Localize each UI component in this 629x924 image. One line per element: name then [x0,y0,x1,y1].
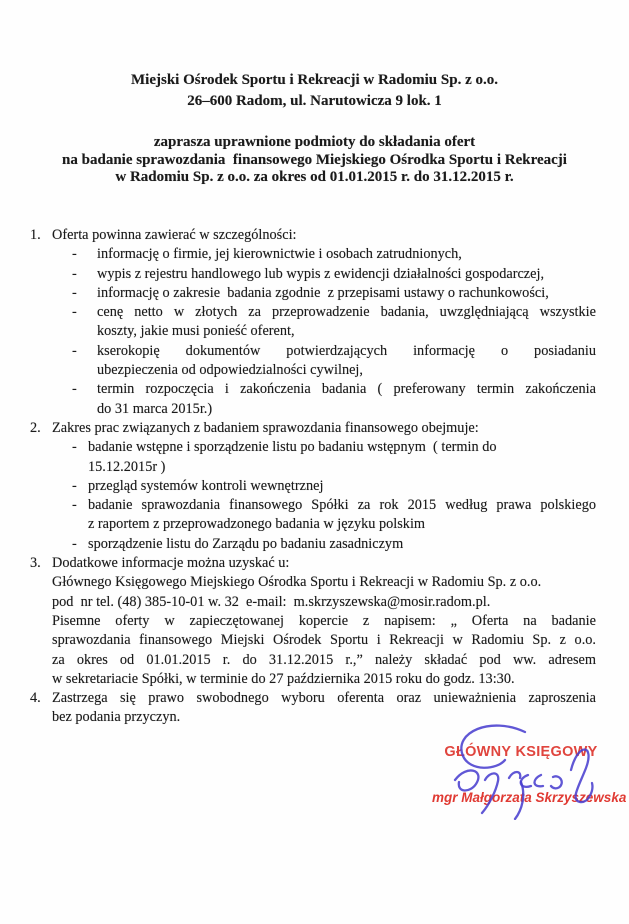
bullet-row [52,245,596,264]
list-item-1-number: 1. [30,227,41,243]
list-item-2-number: 2. [30,419,41,436]
bullet-text: 15.12.2015r ) [88,458,166,475]
bullet-row [52,342,596,381]
bullet-text: przegląd systemów kontroli wewnętrznej [88,477,324,494]
bullet-row [52,284,596,303]
stamp-name: mgr Małgorzata Skrzyszewska [432,790,627,805]
bullet-text: cenę netto w złotych za przeprowadzenie badania, uwzględniającą wszystkie [97,304,596,321]
paragraph-line: w sekretariacie Spółki, w terminie do 27 października 2015 roku do godz. 13:30. [52,670,515,687]
org-header [0,70,629,112]
list-item-1 [30,226,596,419]
list-item-4 [30,689,596,728]
bullet-dash: - [72,246,77,263]
list-item-2-lead: Zakres prac związanych z badaniem sprawozdania finansowego obejmuje: [52,419,479,436]
bullet-text: z raportem z przeprowadzonego badania w języku polskim [88,516,426,533]
paragraph-line: za okres od 01.01.2015 r. do 31.12.2015 r.,” należy składać pod ww. adresem [52,651,596,668]
bullet-dash: - [72,304,77,321]
bullet-row [52,380,596,419]
bullet-text: kserokopię dokumentów potwierdzających informację o posiadaniu [97,342,596,359]
invitation-line-1: zaprasza uprawnione podmioty do składania ofert [153,134,476,150]
accountant-stamp [432,744,627,805]
bullet-text: badanie wstępne i sporządzenie listu po badaniu wstępnym ( termin do [88,439,497,456]
bullet-dash: - [72,284,77,301]
bullet-row [52,303,596,342]
bullet-dash: - [72,477,77,494]
invitation-title [0,134,629,187]
invitation-line-2: na badanie sprawozdania finansowego Miejskiego Ośrodka Sportu i Rekreacji [62,151,567,168]
stamp-title: GŁÓWNY KSIĘGOWY [444,744,598,760]
bullet-dash: - [72,265,77,282]
paragraph-line: Pisemne oferty w zapieczętowanej kopercie z napisem: „ Oferta na badanie [52,612,596,629]
paragraph-line: sprawozdania finansowego Miejski Ośrodek Sportu i Rekreacji w Radomiu Sp. z o.o. [52,632,596,649]
list-item-3 [30,554,596,689]
paragraph-line: Głównego Księgowego Miejskiego Ośrodka Sportu i Rekreacji w Radomiu Sp. z o.o. [52,574,542,591]
paragraph-line: pod nr tel. (48) 385-10-01 w. 32 e-mail: m.skrzyszewska@mosir.radom.pl. [52,593,491,610]
list-item-3-lead-row [30,554,596,573]
bullet-row [52,535,596,554]
bullet-text: informację o zakresie badania zgodnie z przepisami ustawy o rachunkowości, [97,284,549,301]
bullet-dash: - [72,342,77,359]
org-address: 26–600 Radom, ul. Narutowicza 9 lok. 1 [187,93,442,109]
list-item-1-content [52,245,596,419]
list-item-3-content [52,573,596,689]
document-body [30,226,596,728]
bullet-text: termin rozpoczęcia i zakończenia badania ( preferowany termin zakończenia [97,381,596,398]
bullet-row [52,496,596,535]
bullet-text: informację o firmie, jej kierownictwie i osobach zatrudnionych, [97,246,462,263]
bullet-dash: - [72,439,77,456]
bullet-text: ubezpieczenia od odpowiedzialności cywilnej, [97,362,363,379]
org-name: Miejski Ośrodek Sportu i Rekreacji w Radomiu Sp. z o.o. [131,72,498,88]
bullet-row [52,265,596,284]
list-item-4-number: 4. [30,690,41,707]
bullet-text: wypis z rejestru handlowego lub wypis z ewidencji działalności gospodarczej, [97,265,545,282]
list-item-2 [30,419,596,554]
bullet-dash: - [72,381,77,398]
bullet-dash: - [72,497,77,514]
list-item-3-lead: Dodatkowe informacje można uzyskać u: [52,555,290,572]
list-item-4-line-1: Zastrzega się prawo swobodnego wyboru oferenta oraz unieważnienia zaproszenia [52,690,596,707]
list-item-1-lead: Oferta powinna zawierać w szczególności: [52,227,297,243]
list-item-4-line-2: bez podania przyczyn. [52,709,181,726]
list-item-3-number: 3. [30,555,41,572]
list-item-2-content [52,438,596,554]
bullet-text: koszty, jakie musi ponieść oferent, [97,323,295,340]
bullet-text: sporządzenie listu do Zarządu po badaniu zasadniczym [88,535,404,552]
list-item-4-content [52,708,596,727]
bullet-text: do 31 marca 2015r.) [97,400,213,417]
bullet-row [52,477,596,496]
bullet-row [52,438,596,477]
invitation-line-3: w Radomiu Sp. z o.o. za okres od 01.01.2015 r. do 31.12.2015 r. [115,169,514,186]
bullet-dash: - [72,535,77,552]
list-item-1-lead-row [30,226,596,245]
list-item-2-lead-row [30,419,596,438]
list-item-4-lead-row [30,689,596,708]
bullet-text: badanie sprawozdania finansowego Spółki za rok 2015 według prawa polskiego [88,497,596,514]
